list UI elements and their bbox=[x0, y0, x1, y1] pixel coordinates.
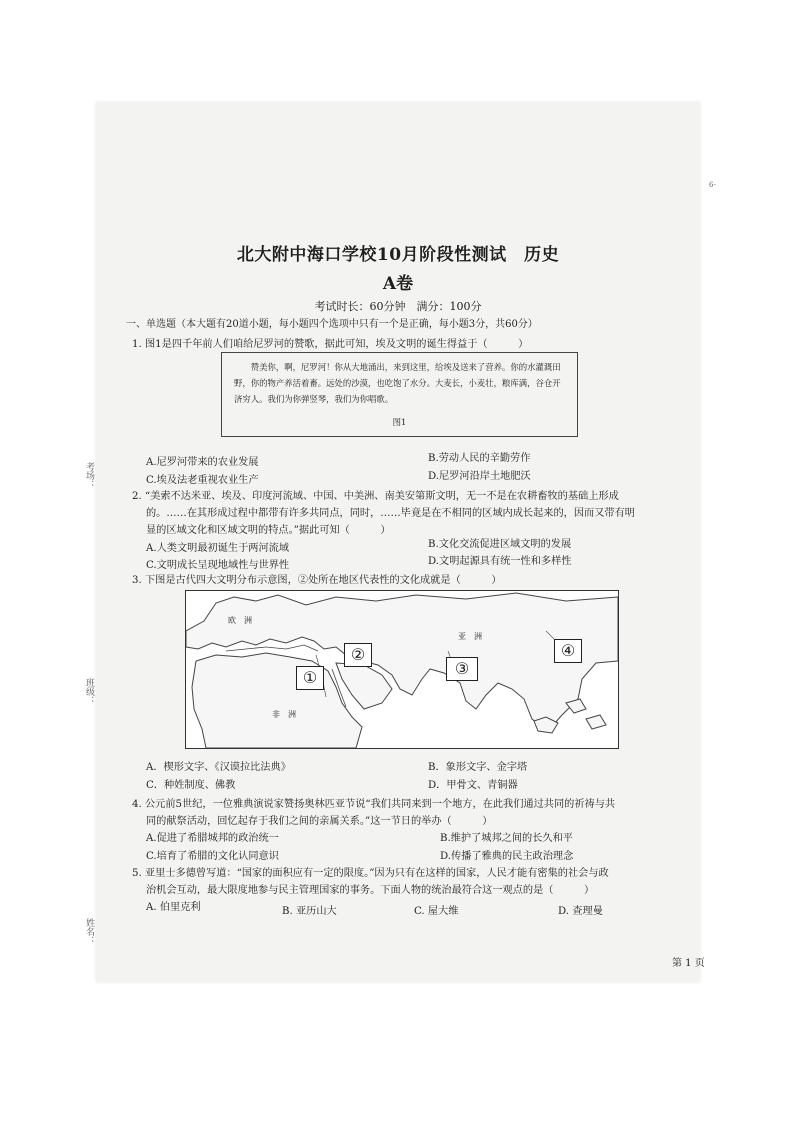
q2-stem-line: 显的区域文化和区域文明的特点。”据此可知（ ） bbox=[146, 525, 391, 536]
q3-option-d: D．甲骨文、青铜器 bbox=[428, 780, 518, 791]
mediterranean-coast bbox=[226, 645, 318, 651]
q2-option-a: A.人类文明最初诞生于两河流域 bbox=[146, 543, 290, 554]
q5-stem-line: 治机会互动，最大限度地参与民主管理国家的事务。下面人物的统治最符合这一观点的是（ ） bbox=[146, 885, 595, 896]
margin-name-label: 姓名： bbox=[84, 918, 94, 945]
exam-paper bbox=[96, 102, 705, 982]
q4-option-c: C.培育了希腊的文化认同意识 bbox=[146, 851, 279, 862]
q1-option-b: B.劳动人民的辛勤劳作 bbox=[428, 453, 531, 464]
q1-quote-text: 赞美你，啊，尼罗河！你从大地涌出，来到这里，给埃及送来了营养。你的水灌溉田野，你的物产养活着畜。远处的沙漠，也吃饱了水分。大麦长，小麦壮，粮库满，谷仓开济穷人。我们为你弹竖琴，我们为你唱歌。 bbox=[234, 362, 561, 404]
q4-option-b: B.维护了城邦之间的长久和平 bbox=[440, 833, 573, 844]
corner-mark: 6- bbox=[709, 181, 716, 189]
map-label-asia: 亚 洲 bbox=[458, 632, 482, 641]
q1-option-a: A.尼罗河带来的农业发展 bbox=[146, 457, 259, 468]
q5-stem-line: 5. 亚里士多德曾写道：“国家的面积应有一定的限度。”因为只有在这样的国家，人民才能有密集的社会与政 bbox=[132, 868, 609, 879]
q5-option-c: C. 屋大维 bbox=[414, 906, 459, 917]
q4-option-d: D.传播了雅典的民主政治理念 bbox=[440, 851, 574, 862]
q5-option-a: A. 伯里克利 bbox=[146, 902, 201, 913]
map-marker-2: ② bbox=[344, 643, 372, 667]
q4-stem-line: 4. 公元前5世纪，一位雅典演说家赞扬奥林匹亚节说“我们共同来到一个地方，在此我们通过共同的祈祷与共 bbox=[132, 799, 616, 810]
africa-landmass bbox=[192, 653, 362, 748]
q3-option-c: C．种姓制度、佛教 bbox=[146, 780, 236, 791]
q2-stem-line: 2. “美索不达米亚、埃及、印度河流域、中国、中美洲、南美安第斯文明，无一不是在农耕畜牧的基础上形成 bbox=[132, 491, 619, 502]
map-marker-1: ① bbox=[296, 666, 324, 690]
q3-option-b: B．象形文字、金字塔 bbox=[428, 762, 528, 773]
section-heading: 一、单选题（本大题有20道小题，每小题四个选项中只有一个是正确，每小题3分，共60分） bbox=[126, 319, 538, 330]
margin-class-label: 班级： bbox=[84, 678, 94, 705]
q2-option-b: B.文化交流促进区域文明的发展 bbox=[428, 539, 572, 550]
margin-exam-room-label: 考场： bbox=[84, 462, 94, 489]
q2-option-c: C.文明成长呈现地域性与世界性 bbox=[146, 560, 290, 571]
q2-option-d: D.文明起源具有统一性和多样性 bbox=[428, 556, 572, 567]
q1-quote-box bbox=[221, 352, 578, 437]
q1-option-c: C.埃及法老重视农业生产 bbox=[146, 475, 259, 486]
q3-option-a: A．楔形文字、《汉谟拉比法典》 bbox=[146, 762, 291, 773]
map-marker-4: ④ bbox=[554, 639, 582, 663]
q4-stem-line: 同的献祭活动，回忆起存于我们之间的亲属关系。”这一节日的举办（ ） bbox=[146, 816, 493, 827]
q1-stem: 1. 图1是四千年前人们咱给尼罗河的赞歌，据此可知，埃及文明的诞生得益于（ ） bbox=[132, 339, 529, 350]
q5-option-b: B. 亚历山大 bbox=[282, 906, 337, 917]
map-marker-3: ③ bbox=[446, 657, 478, 681]
map-label-europe: 欧 洲 bbox=[228, 616, 252, 625]
page-number: 第 1 页 bbox=[672, 958, 705, 969]
exam-info: 考试时长：60分钟 满分：100分 bbox=[314, 300, 482, 313]
exam-subtitle: A卷 bbox=[382, 274, 414, 294]
q1-figure-label: 图1 bbox=[392, 417, 407, 427]
q1-option-d: D.尼罗河沿岸土地肥沃 bbox=[428, 471, 531, 482]
q2-stem-line: 的。……在其形成过程中都带有许多共同点，同时，……毕竟是在不相同的区域内成长起来的，因而又带有明 bbox=[146, 508, 635, 519]
q4-option-a: A.促进了希腊城邦的政治统一 bbox=[146, 833, 279, 844]
q3-stem: 3. 下图是古代四大文明分布示意图，②处所在地区代表性的文化成就是（ ） bbox=[132, 575, 502, 586]
map-label-africa: 非 洲 bbox=[272, 710, 296, 719]
four-civilizations-map bbox=[185, 590, 619, 749]
exam-title: 北大附中海口学校10月阶段性测试 历史 bbox=[236, 245, 560, 265]
q5-option-d: D. 查理曼 bbox=[558, 906, 603, 917]
